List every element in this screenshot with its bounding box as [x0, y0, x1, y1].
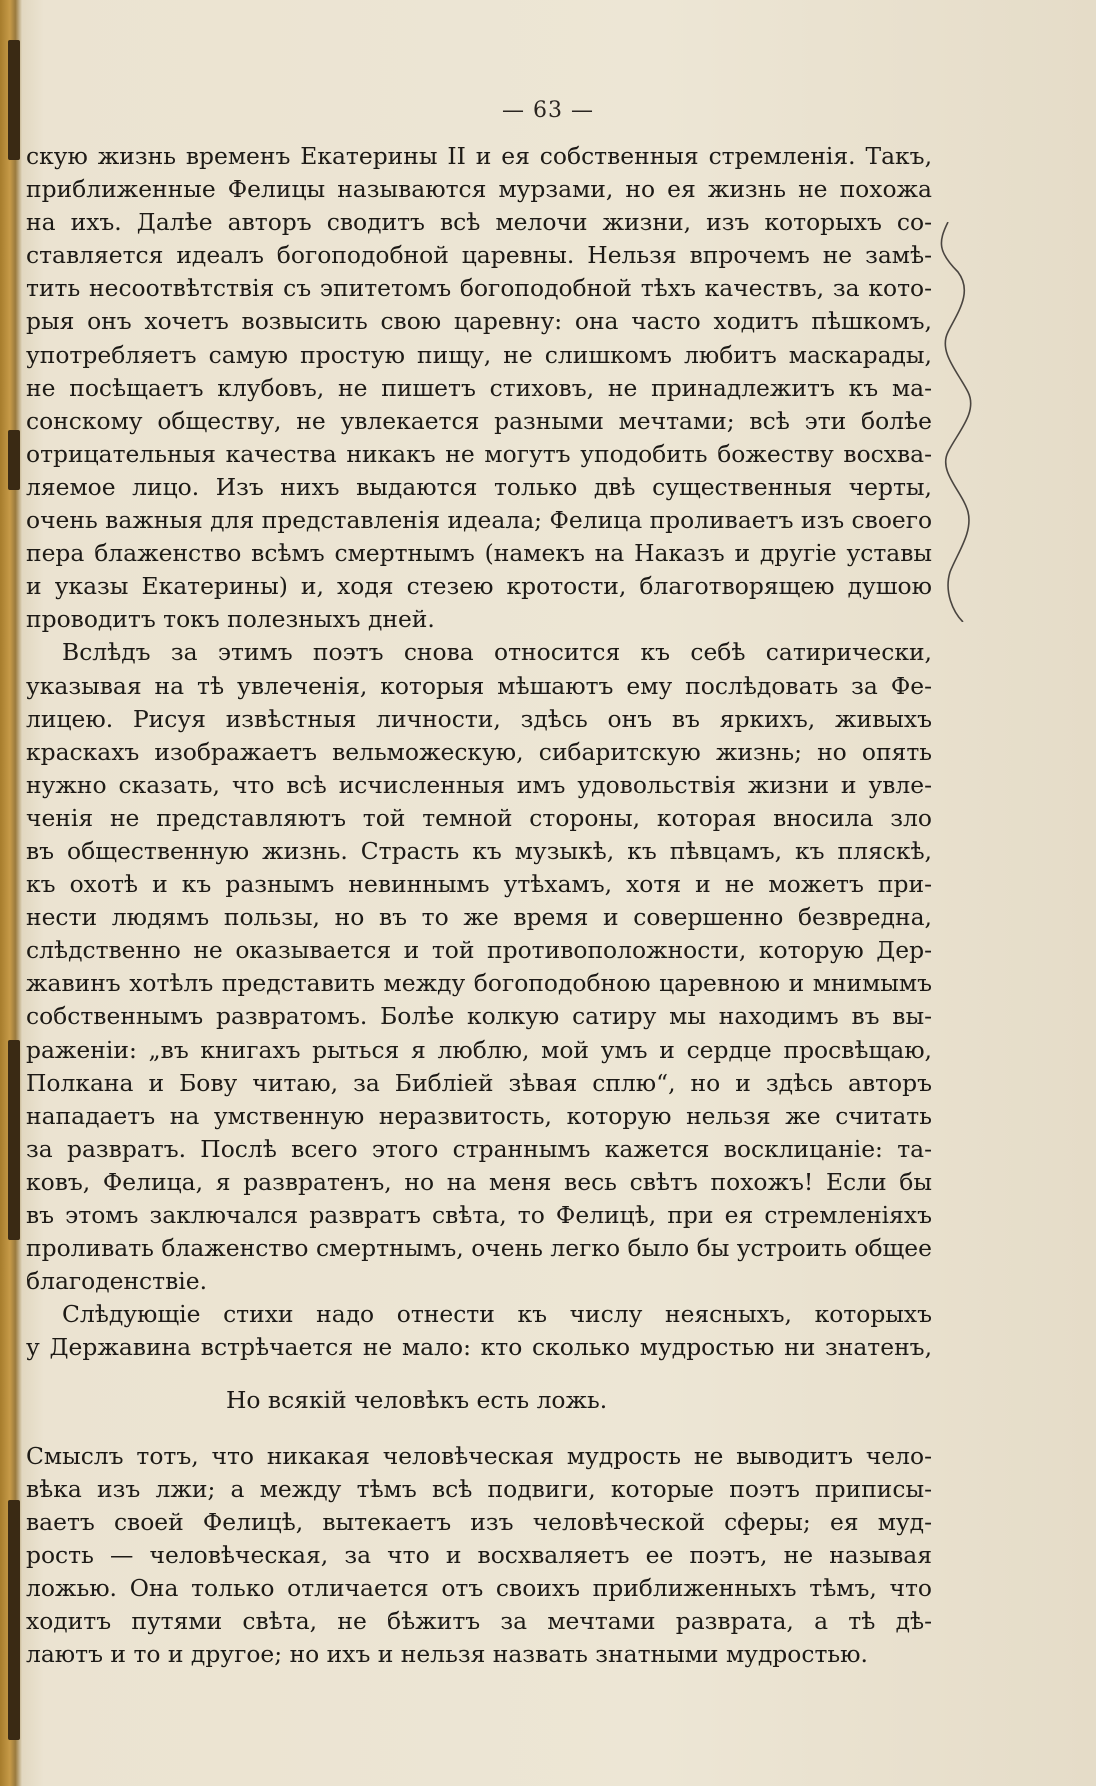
text-line: Вслѣдъ за этимъ поэтъ снова относится къ себѣ сатирически, — [62, 638, 932, 667]
text-line: нести людямъ пользы, но въ то же время и совершенно безвредна, — [26, 903, 932, 932]
text-line: нужно сказать, что всѣ исчисленныя имъ удовольствія жизни и увле- — [26, 770, 932, 799]
text-line: рость — человѣческая, за что и восхваляетъ ее поэтъ, не называя — [26, 1540, 932, 1569]
text-line: слѣдственно не оказывается и той противоположности, которую Дер- — [26, 936, 932, 965]
text-line: благоденствіе. — [26, 1267, 208, 1296]
text-line: пера блаженство всѣмъ смертнымъ (намекъ на Наказъ и другіе уставы — [26, 539, 932, 568]
text-line: ляемое лицо. Изъ нихъ выдаются только двѣ существенныя черты, — [26, 472, 932, 501]
text-line: жавинъ хотѣлъ представить между богоподобною царевною и мнимымъ — [26, 969, 932, 998]
text-line: ставляется идеалъ богоподобной царевны. Нельзя впрочемъ не замѣ- — [26, 241, 932, 270]
text-line: лаютъ и то и другое; но ихъ и нельзя назвать знатными мудростью. — [26, 1640, 868, 1669]
paragraph — [26, 1298, 932, 1364]
text-line: нападаетъ на умственную неразвитость, которую нельзя же считать — [26, 1101, 932, 1130]
text-line: Полкана и Бову читаю, за Библіей зѣвая сплю“, но и здѣсь авторъ — [26, 1068, 932, 1097]
text-line: проводитъ токъ полезныхъ дней. — [26, 605, 435, 634]
text-line: въ этомъ заключался развратъ свѣта, то Фелицѣ, при ея стремленіяхъ — [26, 1201, 932, 1229]
text-line: у Державина встрѣчается не мало: кто сколько мудростью ни знатенъ, — [26, 1333, 932, 1362]
text-line: не посѣщаетъ клубовъ, не пишетъ стиховъ, не принадлежитъ къ ма- — [26, 373, 932, 402]
text-line: краскахъ изображаетъ вельможескую, сибаритскую жизнь; но опять — [26, 737, 932, 766]
spine-shadow-mark — [8, 1500, 20, 1740]
text-line: приближенные Фелицы называются мурзами, но ея жизнь не похожа — [26, 175, 932, 204]
text-line: раженіи: „въ книгахъ рыться я люблю, мой умъ и сердце просвѣщаю, — [26, 1035, 932, 1064]
verse-quote: Но всякій человѣкъ есть ложь. — [226, 1386, 608, 1415]
text-line: тить несоотвѣтствія съ эпитетомъ богоподобной тѣхъ качествъ, за кото- — [26, 274, 932, 303]
text-line: на ихъ. Далѣе авторъ сводитъ всѣ мелочи жизни, изъ которыхъ со- — [26, 208, 932, 237]
paragraph — [26, 1440, 932, 1672]
text-line: указывая на тѣ увлеченія, которыя мѣшаютъ ему послѣдовать за Фе- — [26, 671, 932, 700]
text-line: скую жизнь временъ Екатерины II и ея собственныя стремленія. Такъ, — [26, 142, 932, 170]
text-line: вѣка изъ лжи; а между тѣмъ всѣ подвиги, которые поэтъ приписы- — [26, 1474, 932, 1503]
text-line: и указы Екатерины) и, ходя стезею кротости, благотворящею душою — [26, 572, 932, 601]
spine-shadow-mark — [8, 1040, 20, 1240]
text-line: ваетъ своей Фелицѣ, вытекаетъ изъ человѣческой сферы; ея муд- — [26, 1507, 932, 1536]
text-line: отрицательныя качества никакъ не могутъ уподобить божеству восхва- — [26, 439, 932, 468]
text-line: въ общественную жизнь. Страсть къ музыкѣ, къ пѣвцамъ, къ пляскѣ, — [26, 836, 932, 865]
text-line: употребляетъ самую простую пищу, не слишкомъ любитъ маскарады, — [26, 340, 932, 369]
body-text — [26, 140, 932, 1671]
text-line: къ охотѣ и къ разнымъ невиннымъ утѣхамъ, хотя и не можетъ при- — [26, 870, 932, 899]
paragraph — [26, 140, 932, 636]
page-number: — 63 — — [502, 98, 594, 123]
text-line: Смыслъ тотъ, что никакая человѣческая мудрость не выводитъ чело- — [26, 1441, 932, 1470]
margin-bracket-annotation — [938, 222, 978, 622]
text-line: очень важныя для представленія идеала; Фелица проливаетъ изъ своего — [26, 506, 933, 535]
text-line: ковъ, Фелица, я развратенъ, но на меня весь свѣтъ похожъ! Если бы — [26, 1167, 932, 1196]
book-spine-edge — [0, 0, 22, 1786]
spine-shadow-mark — [8, 430, 20, 490]
text-line: лицею. Рисуя извѣстныя личности, здѣсь онъ въ яркихъ, живыхъ — [26, 704, 932, 733]
text-line: сонскому обществу, не увлекается разными мечтами; всѣ эти болѣе — [26, 406, 932, 435]
text-line: за развратъ. Послѣ всего этого страннымъ кажется восклицаніе: та- — [26, 1134, 932, 1163]
text-line: ченія не представляютъ той темной стороны, которая вносила зло — [26, 803, 932, 832]
text-line: собственнымъ развратомъ. Болѣе колкую сатиру мы находимъ въ вы- — [26, 1002, 932, 1031]
text-line: проливать блаженство смертнымъ, очень легко было бы устроить общее — [26, 1234, 932, 1263]
paragraph — [26, 636, 932, 1298]
text-line: ходитъ путями свѣта, не бѣжитъ за мечтами разврата, а тѣ дѣ- — [26, 1607, 932, 1636]
text-line: Слѣдующіе стихи надо отнести къ числу неясныхъ, которыхъ — [62, 1300, 932, 1329]
text-line: рыя онъ хочетъ возвысить свою царевну: она часто ходитъ пѣшкомъ, — [26, 307, 932, 336]
text-line: ложью. Она только отличается отъ своихъ приближенныхъ тѣмъ, что — [26, 1573, 932, 1602]
